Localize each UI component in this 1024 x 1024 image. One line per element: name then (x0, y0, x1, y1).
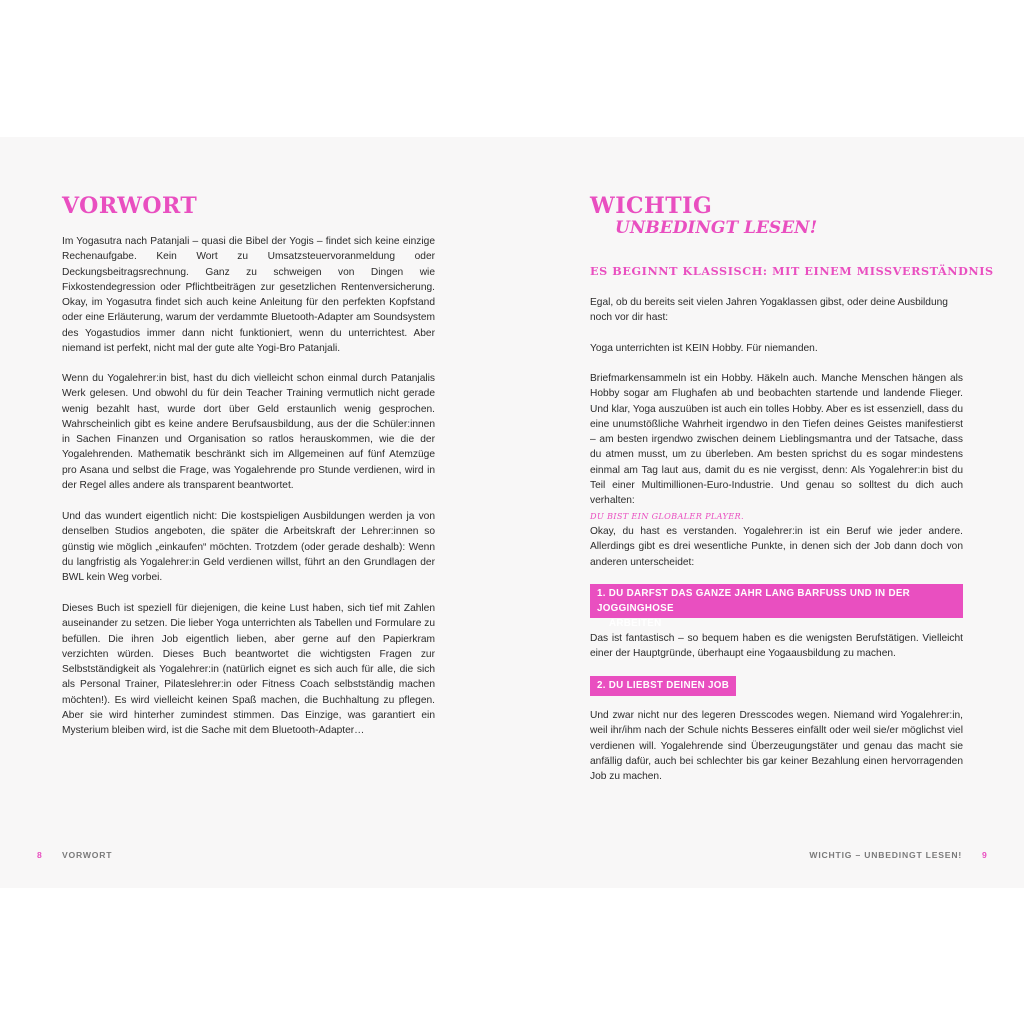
paragraph: Im Yogasutra nach Patanjali – quasi die Bibel der Yogis – findet sich keine einzige Rechenaufgabe. Kein Wort zu Umsatzsteuervoranmeldung oder Deckungsbeitragsrechnung. Ganz zu schweigen von Dingen wie Fixkostendegression oder Pflichtbeiträgen zur gesetzlichen Rentenversicherung. Okay, im Yogasutra findet sich auch keine Anleitung für den perfekten Kopfstand oder eine Erläuterung, warum der verdammte Bluetooth-Adapter am Soundsystem des Yogastudios immer dann nicht funktioniert, wenn du unterrichtest. Aber niemand ist perfekt, nicht mal der gute alte Yogi-Bro Patanjali. (62, 236, 435, 355)
point-1-line-2: ARBEITEN (609, 618, 662, 629)
paragraph: Dieses Buch ist speziell für diejenigen, die keine Lust haben, sich tief mit Zahlen auseinander zu setzen. Die lieber Yoga unterrichten als Tabellen und Formulare zu befüllen. Die ihren Job eigentlich lieben, aber gerne auf den Papierkram verzichten würden. Dieses Buch beantwortet die wichtigsten Fragen zur Selbstständigkeit als Yogalehrer:in (natürlich eignet es sich auch für alle, die sich als Personal Trainer, Pilateslehrer:in oder Fitness Coach selbstständig machen möchten!). Es wird vielleicht keinen Spaß machen, die Buchhaltung zu pflegen. Aber sie wird hinterher zumindest stimmen. Das Einzige, was garantiert ein Mysterium bleiben wird, ist die Sache mit dem Bluetooth-Adapter… (62, 603, 435, 737)
paragraph: Okay, du hast es verstanden. Yogalehrer:in ist ein Beruf wie jeder andere. Allerdings gibt es drei wesentliche Punkte, in denen sich der Job dann doch von anderen unterscheidet: (590, 526, 963, 568)
right-page (512, 137, 1024, 888)
left-page (0, 137, 512, 888)
running-footer: VORWORT (62, 850, 113, 860)
paragraph: Und zwar nicht nur des legeren Dresscodes wegen. Niemand wird Yogalehrer:in, weil ihr/ihm nach der Schule nichts Besseres einfällt oder weil sie/er möglichst viel verdienen will. Yogalehrende sind Überzeugungstäter und genau das macht sie anfällig dafür, auch bei schlechter bis gar keiner Bezahlung einen hervorragenden Job zu machen. (590, 710, 963, 783)
section-heading: ES BEGINNT KLASSISCH: MIT EINEM MISSVERSTÄNDNIS (590, 264, 994, 278)
paragraph: Wenn du Yogalehrer:in bist, hast du dich vielleicht schon einmal durch Patanjalis Werk gelesen. Und obwohl du für dein Teacher Training vermutlich nicht gerade wenig bezahlt hast, wurde dort über Geld erstaunlich wenig gesprochen. Wahrscheinlich gibt es keine andere Berufsausbildung, aus der die Schüler:innen in Sachen Finanzen und Organisation so ratlos herauskommen, wie die der Yogalehrenden. Mathematik beschränkt sich im Allgemeinen auf fünf Atemzüge pro Asana und selbst die Frage, was Yogalehrende pro Stunde verdienen, wird in der Regel alles andere als transparent beantwortet. (62, 373, 435, 492)
page-title: VORWORT (62, 193, 198, 219)
page-number: 9 (982, 850, 987, 860)
page-subtitle: UNBEDINGT LESEN! (615, 218, 818, 238)
paragraph: Briefmarkensammeln ist ein Hobby. Häkeln auch. Manche Menschen hängen als Hobby sogar am Flughafen ab und beobachten startende und landende Flieger. Und klar, Yoga auszuüben ist auch ein tolles Hobby. Aber es ist essenziell, dass du eine unumstößliche Wahrheit irgendwo in den Tiefen deines Geistes manifestierst – am besten irgendwo zwischen deinem Lieblingsmantra und der Tatsache, dass du atmen musst, um zu überleben. Am besten sprichst du es sogar mindestens einmal am Tag laut aus, damit du es nie vergisst, denn: Als Yogalehrer:in bist du Teil einer Multimillionen-Euro-Industrie. Und genau so solltest du dich auch verhalten: (590, 373, 964, 507)
paragraph: Egal, ob du bereits seit vielen Jahren Yogaklassen gibst, oder deine Ausbildung noch vor dir hast: (590, 297, 948, 324)
highlight-box-point-1 (590, 584, 963, 629)
paragraph: Yoga unterrichten ist KEIN Hobby. Für niemanden. (590, 343, 818, 354)
paragraph: Und das wundert eigentlich nicht: Die kostspieligen Ausbildungen werden ja von denselben Studios angeboten, die später die Arbeitskraft der Lehrer:innen so günstig wie möglich „einkaufen“ möchten. Trotzdem (oder gerade deshalb): Wenn du langfristig als Yogalehrer:in Geld verdienen willst, führt an den Grundlagen der BWL kein Weg vorbei. (62, 511, 435, 584)
point-1-line-1: 1. DU DARFST DAS GANZE JAHR LANG BARFUSS UND IN DER JOGGINGHOSE (597, 588, 911, 614)
book-spread (0, 137, 1024, 888)
page-number: 8 (37, 850, 42, 860)
page-title: WICHTIG (590, 193, 713, 219)
lead-italic-line: DU BIST EIN GLOBALER PLAYER. (590, 511, 744, 521)
paragraph: Das ist fantastisch – so bequem haben es die wenigsten Berufstätigen. Vielleicht einer der Hauptgründe, überhaupt eine Yogaausbildung zu machen. (590, 633, 963, 660)
highlight-box-point-2: 2. DU LIEBST DEINEN JOB (590, 676, 736, 696)
running-footer: WICHTIG – UNBEDINGT LESEN! (809, 850, 962, 860)
